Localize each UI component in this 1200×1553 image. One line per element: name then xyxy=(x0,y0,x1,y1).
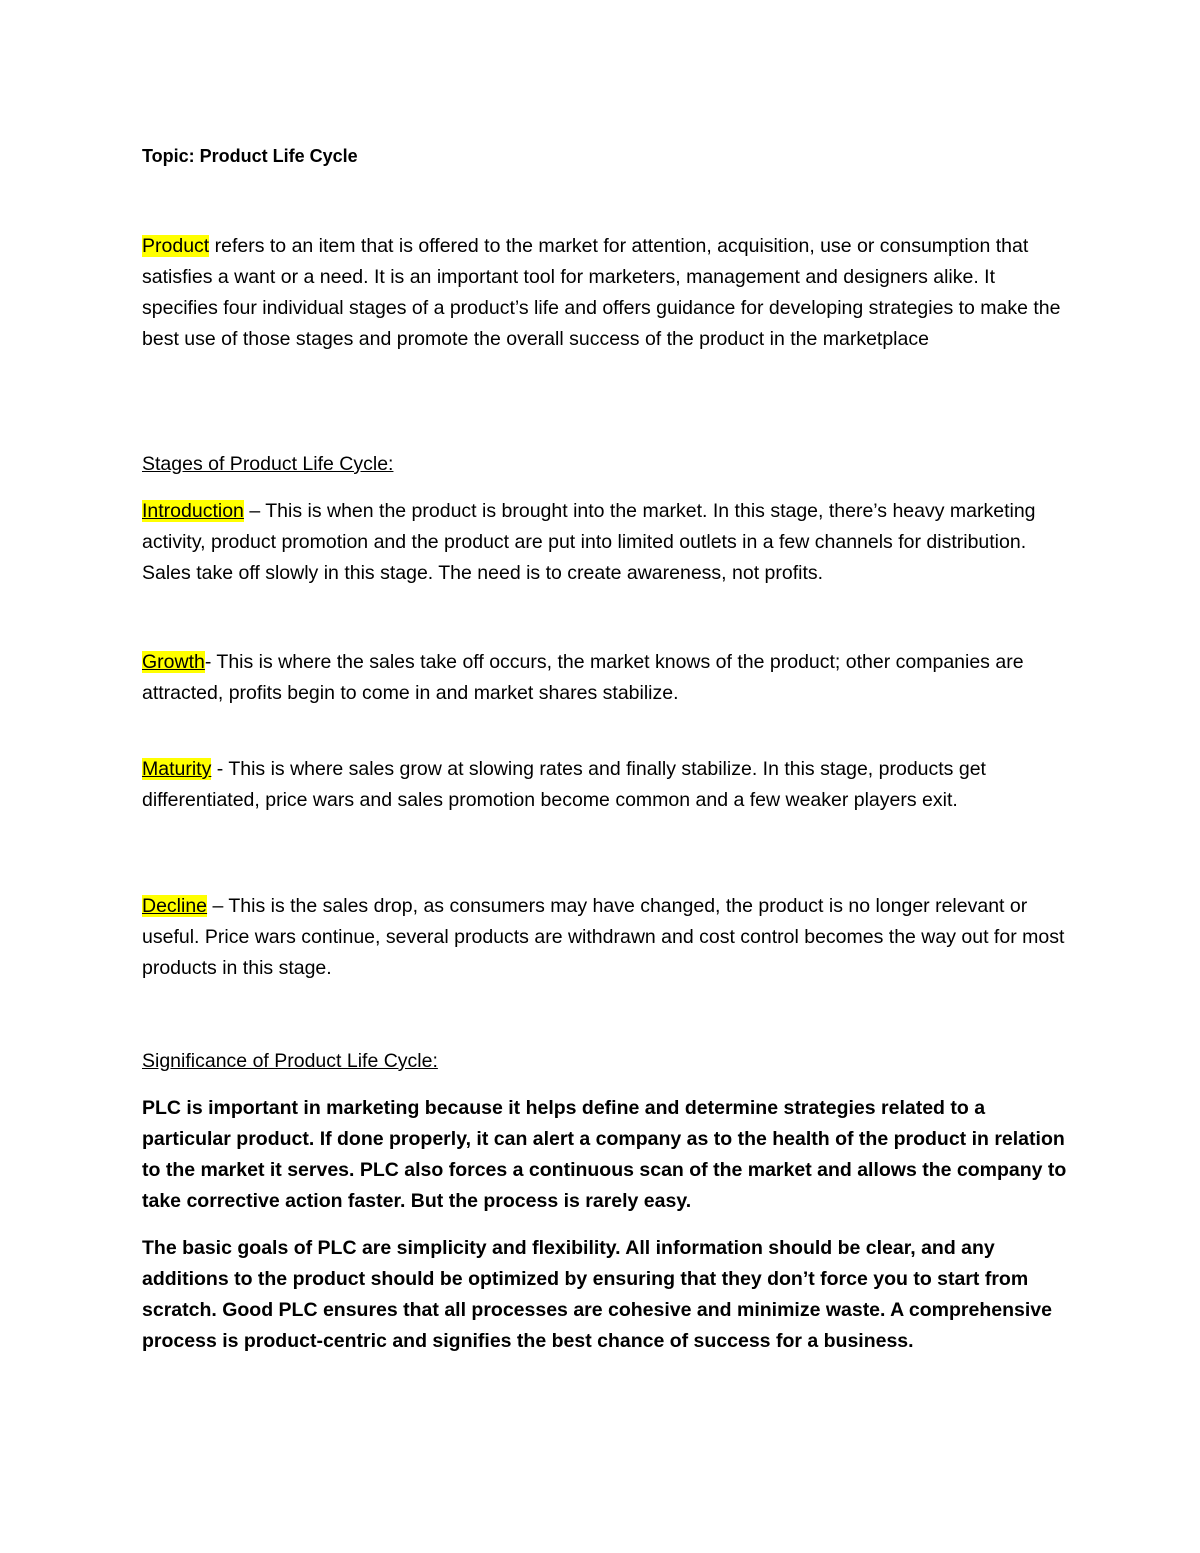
stage-text-growth: - This is where the sales take off occurs, the market knows of the product; other companies are attracted, profits begin to come in and market shares stabilize. xyxy=(142,651,1024,704)
stage-decline-paragraph xyxy=(142,891,1070,984)
significance-paragraph-2: The basic goals of PLC are simplicity and flexibility. All information should be clear, and any additions to the product should be optimized by ensuring that they don’t force you to start from scratch. Good PLC ensures that all processes are cohesive and minimize waste. A comprehensive process is product-centric and signifies the best chance of success for a business. xyxy=(142,1237,1052,1352)
stage-text-maturity: - This is where sales grow at slowing rates and finally stabilize. In this stage, products get differentiated, price wars and sales promotion become common and a few weaker players exit. xyxy=(142,758,986,811)
stage-text-decline: – This is the sales drop, as consumers may have changed, the product is no longer relevant or useful. Price wars continue, several products are withdrawn and cost control becomes the way out for most products in this stage. xyxy=(142,895,1065,979)
intro-text: refers to an item that is offered to the market for attention, acquisition, use or consumption that satisfies a want or a need. It is an important tool for marketers, management and designers alike. It specifies four individual stages of a product’s life and offers guidance for developing strategies to make the best use of those stages and promote the overall success of the product in the marketplace xyxy=(142,235,1061,350)
stage-growth-paragraph xyxy=(142,647,1070,709)
topic-title: Topic: Product Life Cycle xyxy=(142,146,358,166)
stage-term-introduction: Introduction xyxy=(142,500,244,522)
stage-text-introduction: – This is when the product is brought into the market. In this stage, there’s heavy marketing activity, product promotion and the product are put into limited outlets in a few channels for distribution. Sales take off slowly in this stage. The need is to create awareness, not profits. xyxy=(142,500,1036,584)
stage-term-growth: Growth xyxy=(142,651,205,673)
stage-term-decline: Decline xyxy=(142,895,208,917)
significance-paragraph-1: PLC is important in marketing because it helps define and determine strategies related to a particular product. If done properly, it can alert a company as to the health of the product in relation to the market it serves. PLC also forces a continuous scan of the market and allows the company to take corrective action faster. But the process is rarely easy. xyxy=(142,1097,1067,1212)
stage-term-maturity: Maturity xyxy=(142,758,212,780)
stage-introduction-paragraph xyxy=(142,496,1070,589)
stages-heading: Stages of Product Life Cycle: xyxy=(142,453,394,475)
intro-paragraph xyxy=(142,231,1070,355)
intro-term-highlight: Product xyxy=(142,235,210,257)
significance-heading: Significance of Product Life Cycle: xyxy=(142,1050,438,1072)
stage-maturity-paragraph xyxy=(142,754,1070,816)
